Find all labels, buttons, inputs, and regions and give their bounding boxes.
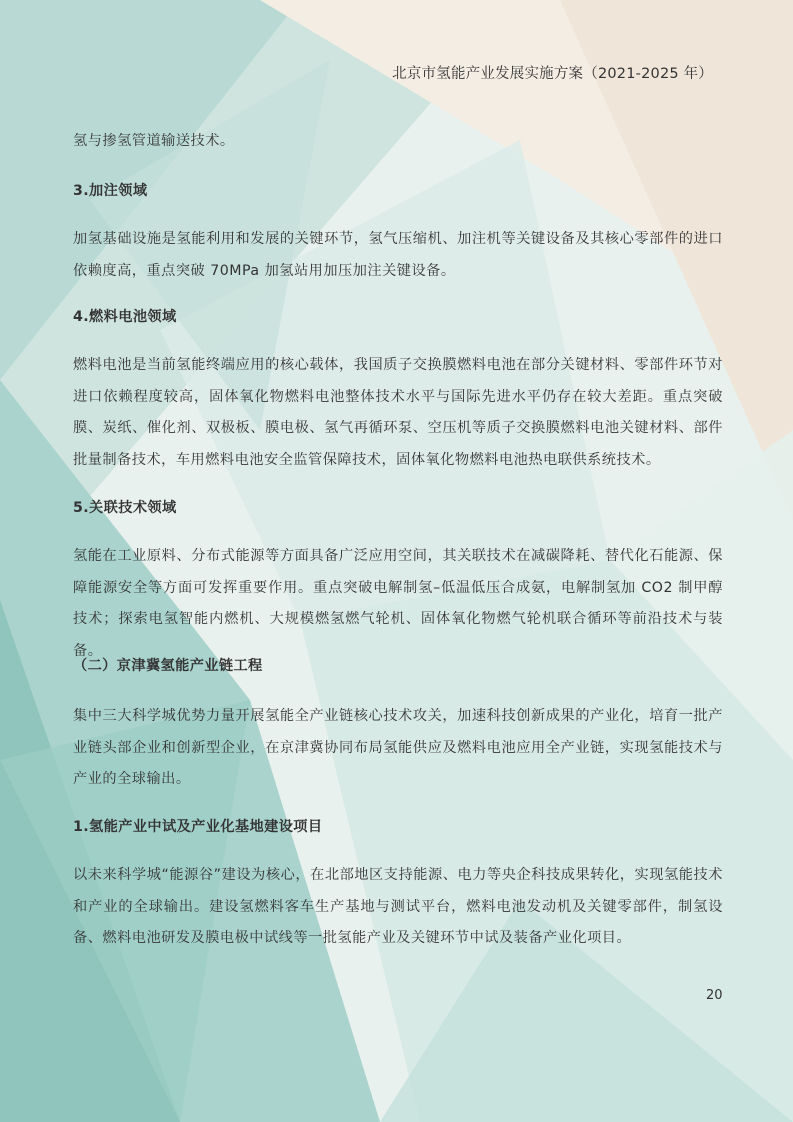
paragraph-related-tech: 氢能在工业原料、分布式能源等方面具备广泛应用空间，其关联技术在减碳降耗、替代化石能源、保障能源安全等方面可发挥重要作用。重点突破电解制氢–低温低压合成氨，电解制氢加 CO2 制甲醇技术；探索电氢智能内燃机、大规模燃氢燃气轮机、固体氧化物燃气轮机联合循环等前沿技术与装备。 <box>73 548 723 659</box>
paragraph-pilot-base-project: 以未来科学城“能源谷”建设为核心，在北部地区支持能源、电力等央企科技成果转化，实现氢能技术和产业的全球输出。建设氢燃料客车生产基地与测试平台，燃料电池发动机及关键零部件，制氢设备、燃料电池研发及膜电极中试线等一批氢能产业及关键环节中试及装备产业化项目。 <box>73 867 723 946</box>
paragraph-refueling: 加氢基础设施是氢能利用和发展的关键环节，氢气压缩机、加注机等关键设备及其核心零部件的进口依赖度高，重点突破 70MPa 加氢站用加压加注关键设备。 <box>73 231 723 279</box>
heading-related-tech: 5.关联技术领域 <box>73 500 177 516</box>
page-number: 20 <box>706 988 723 1003</box>
page-header-title: 北京市氢能产业发展实施方案（2021-2025 年） <box>392 66 713 82</box>
paragraph-jingjinji-chain: 集中三大科学城优势力量开展氢能全产业链核心技术攻关，加速科技创新成果的产业化，培育一批产业链头部企业和创新型企业，在京津冀协同布局氢能供应及燃料电池应用全产业链，实现氢能技术与产业的全球输出。 <box>73 708 723 787</box>
paragraph-hydrogen-pipeline: 氢与掺氢管道输送技术。 <box>73 133 235 149</box>
paragraph-fuel-cell: 燃料电池是当前氢能终端应用的核心载体，我国质子交换膜燃料电池在部分关键材料、零部件环节对进口依赖程度较高，固体氧化物燃料电池整体技术水平与国际先进水平仍存在较大差距。重点突破膜、炭纸、催化剂、双极板、膜电极、氢气再循环泵、空压机等质子交换膜燃料电池关键材料、部件批量制备技术，车用燃料电池安全监管保障技术，固体氧化物燃料电池热电联供系统技术。 <box>73 357 723 468</box>
heading-fuel-cell: 4.燃料电池领域 <box>73 309 177 325</box>
heading-pilot-base-project: 1.氢能产业中试及产业化基地建设项目 <box>73 819 323 835</box>
heading-jingjinji-chain: （二）京津冀氢能产业链工程 <box>73 658 263 674</box>
heading-refueling: 3.加注领域 <box>73 183 148 199</box>
